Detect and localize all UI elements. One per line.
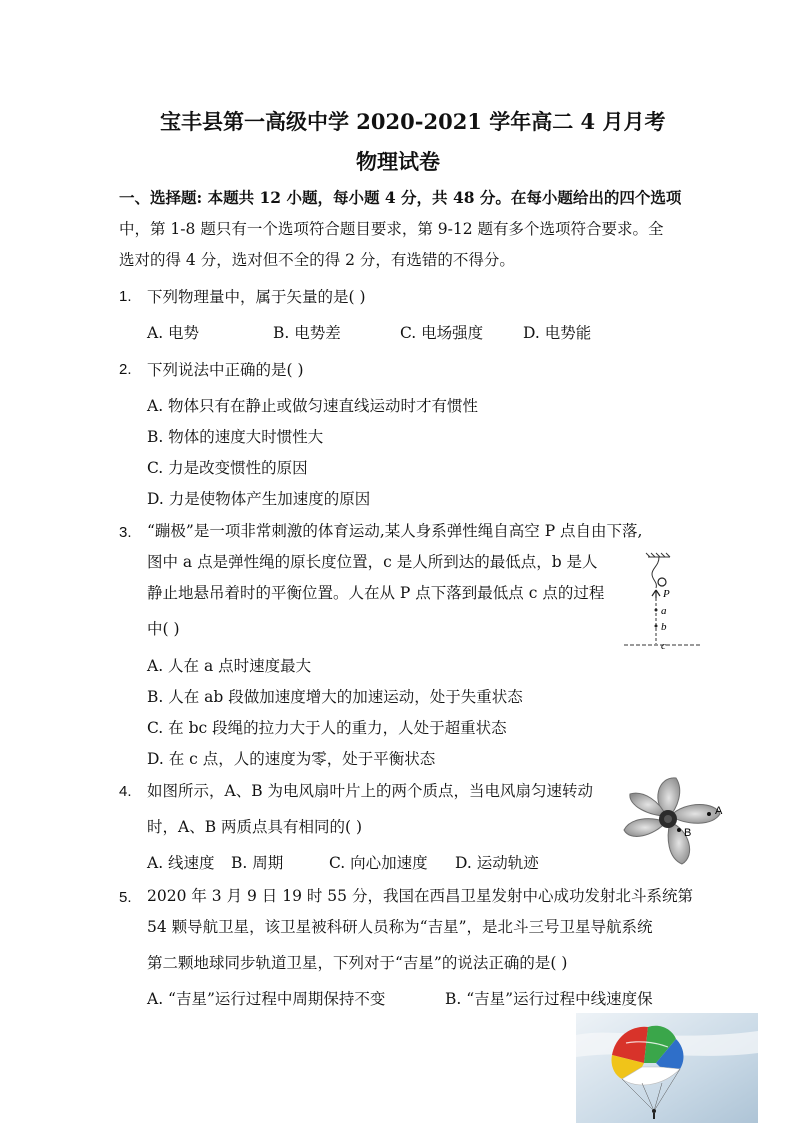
q5-stem-line2: 54 颗导航卫星，该卫星被科研人员称为“吉星”，是北斗三号卫星导航系统 xyxy=(147,918,653,936)
q5-stem-line1: 2020 年 3 月 9 日 19 时 55 分，我国在西昌卫星发射中心成功发射北斗系统第 xyxy=(147,887,693,905)
q1-option-b[interactable]: B. 电势差 xyxy=(273,324,341,342)
section-instructions-line3: 选对的得 4 分，选对但不全的得 2 分，有选错的不得分。 xyxy=(119,251,515,269)
q1-option-c[interactable]: C. 电场强度 xyxy=(400,324,484,342)
fan-hub-cap xyxy=(664,815,672,823)
q4-option-a[interactable]: A. 线速度 xyxy=(147,854,215,872)
q3-stem-line3: 静止地悬吊着时的平衡位置。人在从 P 点下落到最低点 c 点的过程 xyxy=(147,584,605,602)
section-heading: 一、选择题: 本题共 12 小题，每小题 4 分，共 48 分。在每小题给出的四个选项 xyxy=(119,188,682,207)
label-c: c xyxy=(661,640,666,652)
exam-subtitle: 物理试卷 xyxy=(356,149,440,174)
q3-option-b[interactable]: B. 人在 ab 段做加速度增大的加速运动，处于失重状态 xyxy=(147,688,523,706)
fan-figure xyxy=(620,772,730,868)
label-b: b xyxy=(661,621,667,633)
point-b-dot xyxy=(655,625,658,628)
q2-option-a[interactable]: A. 物体只有在静止或做匀速直线运动时才有惯性 xyxy=(147,397,479,415)
q5-option-b[interactable]: B. “吉星”运行过程中线速度保 xyxy=(445,990,653,1008)
bungee-figure xyxy=(622,552,702,652)
parachute-photo xyxy=(576,1013,758,1123)
q2-option-c[interactable]: C. 力是改变惯性的原因 xyxy=(147,459,308,477)
fan-point-a xyxy=(707,812,711,816)
q3-stem-line1: “蹦极”是一项非常刺激的体育运动,某人身系弹性绳自高空 P 点自由下落, xyxy=(147,522,643,540)
section-instructions-line2: 中，第 1-8 题只有一个选项符合题目要求，第 9-12 题有多个选项符合要求。全 xyxy=(119,220,664,238)
q5-option-a[interactable]: A. “吉星”运行过程中周期保持不变 xyxy=(147,990,386,1008)
fan-label-a: A xyxy=(715,805,723,817)
q5-stem-line3: 第二颗地球同步轨道卫星，下列对于“吉星”的说法正确的是( ) xyxy=(147,954,568,972)
q3-number: 3. xyxy=(119,524,132,541)
q4-option-b[interactable]: B. 周期 xyxy=(231,854,284,872)
q3-option-d[interactable]: D. 在 c 点，人的速度为零，处于平衡状态 xyxy=(147,750,436,768)
label-p: P xyxy=(663,588,670,600)
q4-option-d[interactable]: D. 运动轨迹 xyxy=(455,854,539,872)
point-a-dot xyxy=(655,609,658,612)
q4-option-c[interactable]: C. 向心加速度 xyxy=(329,854,428,872)
q3-option-a[interactable]: A. 人在 a 点时速度最大 xyxy=(147,657,312,675)
fan-label-b: B xyxy=(684,827,692,839)
q5-number: 5. xyxy=(119,889,132,906)
fan-point-b xyxy=(677,828,681,832)
q3-option-c[interactable]: C. 在 bc 段绳的拉力大于人的重力，人处于超重状态 xyxy=(147,719,507,737)
q1-option-a[interactable]: A. 电势 xyxy=(147,324,200,342)
q3-stem-line2: 图中 a 点是弹性绳的原长度位置，c 是人所到达的最低点，b 是人 xyxy=(147,553,598,571)
q4-number: 4. xyxy=(119,783,132,800)
q2-option-d[interactable]: D. 力是使物体产生加速度的原因 xyxy=(147,490,371,508)
q4-stem-line2: 时，A、B 两质点具有相同的( ) xyxy=(147,818,363,836)
q2-option-b[interactable]: B. 物体的速度大时惯性大 xyxy=(147,428,324,446)
q2-number: 2. xyxy=(119,361,132,378)
exam-title: 宝丰县第一高级中学 2020-2021 学年高二 4 月月考 xyxy=(160,109,666,134)
q2-stem: 下列说法中正确的是( ) xyxy=(147,361,304,379)
q1-number: 1. xyxy=(119,288,132,305)
q4-stem-line1: 如图所示，A、B 为电风扇叶片上的两个质点，当电风扇匀速转动 xyxy=(147,782,594,800)
label-a: a xyxy=(661,605,667,617)
ceiling-support xyxy=(646,553,670,557)
q1-option-d[interactable]: D. 电势能 xyxy=(523,324,592,342)
q3-stem-line4: 中( ) xyxy=(147,620,180,638)
q1-stem: 下列物理量中，属于矢量的是( ) xyxy=(147,288,366,306)
